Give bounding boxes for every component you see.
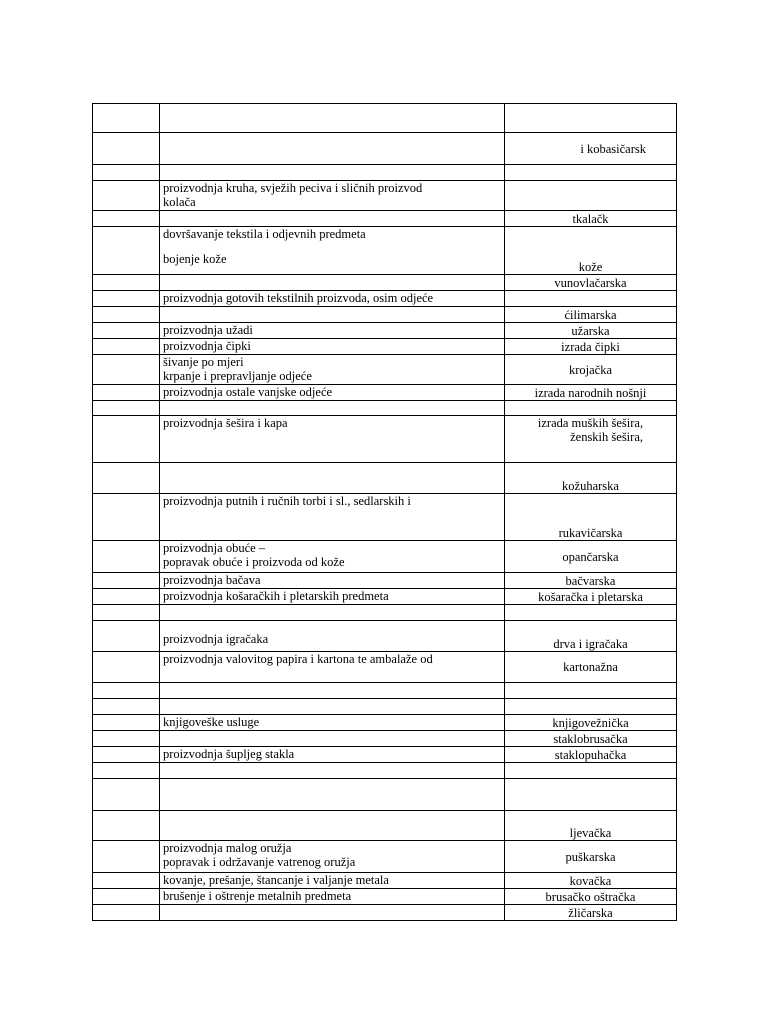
craft-cell [505,905,677,921]
activity-text: proizvodnja čipki [163,339,251,353]
code-cell [93,401,160,416]
code-cell [93,165,160,181]
code-cell [93,779,160,811]
table-row [93,307,677,323]
code-cell [93,573,160,589]
craft-text: kovačka [569,873,612,888]
code-cell [93,731,160,747]
table-row [93,889,677,905]
craft-text: izrada narodnih nošnji [534,385,647,400]
activity-text: proizvodnja košaračkih i pletarskih predmeta [163,589,389,603]
code-cell [93,905,160,921]
activity-cell [160,291,505,307]
activity-cell [160,227,505,275]
craft-cell [505,652,677,683]
table-row [93,211,677,227]
activity-cell [160,133,505,165]
activity-text: proizvodnja kruha, svježih peciva i sličnih proizvod [163,181,423,195]
craft-cell [505,275,677,291]
craft-cell [505,605,677,621]
activity-cell [160,323,505,339]
craft-text: krojačka [568,362,613,377]
craft-text: opančarska [562,549,619,564]
code-cell [93,841,160,873]
activity-cell [160,573,505,589]
craft-cell [505,104,677,133]
activity-cell [160,873,505,889]
code-cell [93,181,160,211]
table-row [93,605,677,621]
code-cell [93,699,160,715]
code-cell [93,307,160,323]
craft-cell [505,731,677,747]
activity-text: proizvodnja šešira i kapa [163,416,288,430]
craft-text: bačvarska [565,573,616,588]
code-cell [93,889,160,905]
craft-text: ženskih šešira, [570,430,643,444]
code-cell [93,763,160,779]
code-cell [93,133,160,165]
code-cell [93,385,160,401]
craft-cell [505,841,677,873]
craft-cell [505,181,677,211]
activity-cell [160,165,505,181]
activity-text: šivanje po mjeri [163,355,244,369]
craft-text: vunovlačarska [554,275,627,290]
craft-cell [505,811,677,841]
activity-cell [160,181,505,211]
activity-cell [160,605,505,621]
table-row [93,683,677,699]
activity-text: proizvodnja putnih i ručnih torbi i sl., sedlarskih i [163,494,411,508]
code-cell [93,811,160,841]
activity-text: brušenje i oštrenje metalnih predmeta [163,889,352,903]
activity-text: proizvodnja obuće – [163,541,266,555]
code-cell [93,211,160,227]
table-row [93,416,677,463]
craft-cell [505,385,677,401]
table-row [93,291,677,307]
activity-cell [160,763,505,779]
activity-cell [160,905,505,921]
craft-cell [505,889,677,905]
craft-text: košaračka i pletarska [538,589,643,604]
table-row [93,339,677,355]
craft-cell [505,323,677,339]
table-row [93,494,677,541]
table-row [93,385,677,401]
table-row [93,621,677,652]
table-row [93,275,677,291]
activity-cell [160,652,505,683]
code-cell [93,291,160,307]
activity-text: kovanje, prešanje, štancanje i valjanje metala [163,873,389,887]
activity-text: proizvodnja ostale vanjske odjeće [163,385,333,399]
activity-text: dovršavanje tekstila i odjevnih predmeta [163,227,366,241]
activity-text: proizvodnja šupljeg stakla [163,747,295,761]
code-cell [93,339,160,355]
activity-text: krpanje i prepravljanje odjeće [163,369,312,383]
activity-cell [160,683,505,699]
table-row [93,323,677,339]
table-row [93,181,677,211]
craft-cell [505,589,677,605]
craft-text: brusačko oštračka [545,889,636,904]
craft-cell [505,699,677,715]
table-row [93,652,677,683]
craft-text: staklobrusačka [553,731,628,746]
activity-text: knjigoveške usluge [163,715,260,729]
craft-cell [505,763,677,779]
table-row [93,589,677,605]
code-cell [93,463,160,494]
activity-cell [160,589,505,605]
table-row [93,905,677,921]
craft-text: izrada muških šešira, [537,416,644,430]
activity-text: proizvodnja valovitog papira i kartona te ambalaže od [163,652,433,666]
craft-text: ljevačka [569,826,612,840]
craft-text: ćilimarska [564,307,617,322]
table-row [93,811,677,841]
crafts-table [92,103,677,921]
crafts-table-body [93,104,677,921]
code-cell [93,323,160,339]
craft-cell [505,339,677,355]
table-row [93,731,677,747]
craft-cell [505,165,677,181]
activity-text [163,621,501,632]
table-row [93,227,677,275]
code-cell [93,416,160,463]
table-row [93,165,677,181]
craft-cell [505,227,677,275]
activity-cell [160,811,505,841]
activity-text: proizvodnja gotovih tekstilnih proizvoda, osim odjeće [163,291,434,305]
craft-text: drva i igračaka [553,637,628,651]
table-row [93,779,677,811]
code-cell [93,355,160,385]
craft-cell [505,747,677,763]
craft-cell [505,291,677,307]
code-cell [93,652,160,683]
craft-text: tkalačk [572,211,609,226]
craft-text: knjigovežnička [552,715,629,730]
craft-cell [505,133,677,165]
activity-cell [160,699,505,715]
craft-text: žličarska [568,905,613,920]
activity-text: popravak i održavanje vatrenog oružja [163,855,356,869]
activity-text: bojenje kože [163,252,227,266]
activity-cell [160,889,505,905]
craft-text: kože [578,260,603,274]
activity-cell [160,541,505,573]
craft-cell [505,211,677,227]
table-row [93,133,677,165]
activity-cell [160,621,505,652]
craft-cell [505,416,677,463]
code-cell [93,494,160,541]
activity-text: proizvodnja bačava [163,573,261,587]
craft-cell [505,683,677,699]
craft-cell [505,463,677,494]
activity-text: proizvodnja užadi [163,323,253,337]
table-row [93,873,677,889]
craft-cell [505,401,677,416]
craft-cell [505,621,677,652]
activity-cell [160,104,505,133]
craft-cell [505,715,677,731]
table-row [93,763,677,779]
code-cell [93,104,160,133]
craft-cell [505,779,677,811]
code-cell [93,747,160,763]
craft-text: rukavičarska [558,526,623,540]
table-row [93,104,677,133]
activity-text: kolača [163,195,196,209]
craft-text: izrada čipki [561,339,620,354]
craft-cell [505,873,677,889]
activity-cell [160,339,505,355]
activity-cell [160,731,505,747]
table-row [93,699,677,715]
table-row [93,463,677,494]
table-row [93,573,677,589]
activity-text: proizvodnja igračaka [163,632,269,646]
activity-cell [160,494,505,541]
table-row [93,401,677,416]
code-cell [93,541,160,573]
code-cell [93,683,160,699]
craft-text: užarska [571,323,610,338]
table-row [93,541,677,573]
table-row [93,841,677,873]
table-row [93,715,677,731]
code-cell [93,589,160,605]
craft-cell [505,573,677,589]
table-row [93,355,677,385]
code-cell [93,605,160,621]
craft-text: staklopuhačka [554,747,627,762]
activity-cell [160,355,505,385]
craft-cell [505,494,677,541]
activity-cell [160,715,505,731]
activity-cell [160,779,505,811]
craft-cell [505,307,677,323]
activity-cell [160,416,505,463]
activity-cell [160,211,505,227]
activity-text: proizvodnja malog oružja [163,841,292,855]
craft-cell [505,355,677,385]
code-cell [93,621,160,652]
craft-text: i kobasičarsk [580,141,646,156]
activity-cell [160,385,505,401]
craft-cell [505,541,677,573]
code-cell [93,227,160,275]
table-row [93,747,677,763]
craft-text: kartonažna [563,660,618,674]
activity-text: popravak obuće i proizvoda od kože [163,555,345,569]
code-cell [93,873,160,889]
activity-cell [160,841,505,873]
activity-cell [160,401,505,416]
activity-cell [160,275,505,291]
activity-text [163,241,501,252]
activity-cell [160,463,505,494]
code-cell [93,715,160,731]
craft-text: puškarska [565,849,616,864]
activity-cell [160,307,505,323]
code-cell [93,275,160,291]
craft-text: kožuharska [562,479,619,493]
activity-cell [160,747,505,763]
